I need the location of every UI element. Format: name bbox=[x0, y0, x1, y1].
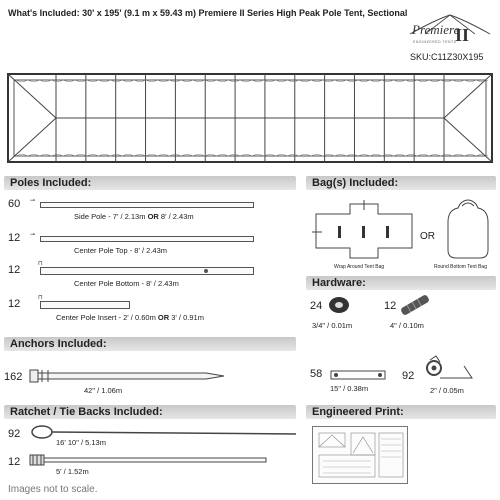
logo-wordmark: Premiere bbox=[412, 22, 460, 37]
engineered-section-header bbox=[306, 405, 496, 419]
poles-section-header bbox=[4, 176, 296, 190]
scale-disclaimer: Images not to scale. bbox=[8, 484, 98, 495]
logo-mark: II bbox=[455, 25, 470, 45]
side-pole-alt: 8' / 2.43m bbox=[160, 212, 194, 221]
center-pole-insert-label: Center Pole Insert - 2' / 0.60m bbox=[56, 313, 156, 322]
center-pole-insert-alt: 3' / 0.91m bbox=[171, 313, 204, 322]
anchors-heading: Anchors Included: bbox=[10, 338, 107, 350]
side-pole-image bbox=[40, 202, 254, 208]
poles-heading: Poles Included: bbox=[10, 177, 92, 189]
hardware-3-qty: 58 bbox=[310, 368, 323, 380]
wrap-around-bag-image bbox=[312, 200, 416, 262]
hardware-1-caption: 3/4" / 0.01m bbox=[312, 321, 353, 330]
anchor-stake-image bbox=[28, 366, 228, 386]
round-bag-caption: Round Bottom Tent Bag bbox=[434, 264, 487, 270]
ratchet-1-qty: 92 bbox=[8, 428, 21, 440]
tent-top-view bbox=[6, 72, 494, 164]
center-pole-bottom-image bbox=[40, 267, 254, 275]
hardware-4-caption: 2" / 0.05m bbox=[430, 386, 464, 395]
anchor-qty: 162 bbox=[4, 371, 23, 383]
center-pole-bottom-qty: 12 bbox=[8, 264, 21, 276]
anchor-stake-icon bbox=[28, 366, 228, 386]
center-pole-insert-or: OR bbox=[157, 313, 170, 322]
engineered-heading: Engineered Print: bbox=[312, 406, 404, 418]
bags-heading: Bag(s) Included: bbox=[312, 177, 399, 189]
hardware-1-qty: 24 bbox=[310, 300, 323, 312]
center-pole-insert-image bbox=[40, 301, 130, 309]
hardware-2-qty: 12 bbox=[384, 300, 397, 312]
logo-subtitle: ENGINEERED TENTS bbox=[413, 40, 457, 44]
blueprint-icon bbox=[313, 427, 407, 483]
hardware-section-header bbox=[306, 276, 496, 290]
bags-or: OR bbox=[420, 231, 435, 242]
side-pole-tip-icon: ⊸ bbox=[30, 198, 36, 204]
center-pole-insert-caption bbox=[56, 313, 204, 322]
center-pole-insert-tip-icon: ⊓ bbox=[38, 295, 43, 301]
center-pole-insert-qty: 12 bbox=[8, 298, 21, 310]
round-bag-icon bbox=[444, 194, 492, 260]
side-pole-or: OR bbox=[147, 212, 159, 221]
wrap-bag-icon bbox=[312, 200, 416, 262]
nut-icon bbox=[328, 296, 350, 314]
plate-icon bbox=[330, 368, 386, 380]
tent-top-view-diagram bbox=[6, 72, 494, 164]
ratchet-2-caption: 5' / 1.52m bbox=[56, 467, 89, 476]
bags-section-header bbox=[306, 176, 496, 190]
hardware-2-caption: 4" / 0.10m bbox=[390, 321, 424, 330]
round-bottom-bag-image bbox=[444, 194, 492, 260]
wrap-bag-caption: Wrap Around Tent Bag bbox=[334, 264, 385, 270]
ratchet-2-qty: 12 bbox=[8, 456, 21, 468]
hardware-3-caption: 15" / 0.38m bbox=[330, 384, 369, 393]
side-pole-label: Side Pole - 7' / 2.13m bbox=[74, 212, 146, 221]
anchors-section-header bbox=[4, 337, 296, 351]
center-pole-bottom-tip-icon: ⊓ bbox=[38, 261, 43, 267]
center-pole-top-image bbox=[40, 236, 254, 242]
clip-icon bbox=[424, 354, 474, 384]
page-title: What's Included: 30' x 195' (9.1 m x 59.43 m) Premiere II Series High Peak Pole Tent, Sectional bbox=[8, 8, 408, 18]
hardware-heading: Hardware: bbox=[312, 277, 366, 289]
center-pole-top-caption: Center Pole Top - 8' / 2.43m bbox=[74, 246, 168, 255]
sku-label: SKU:C11Z30X195 bbox=[410, 52, 484, 62]
side-pole-caption bbox=[74, 212, 194, 221]
anchor-caption: 42" / 1.06m bbox=[84, 386, 123, 395]
engineered-print-image bbox=[312, 426, 408, 484]
ratchet-2-image bbox=[28, 452, 268, 468]
center-pole-bottom-caption: Center Pole Bottom - 8' / 2.43m bbox=[74, 279, 179, 288]
ratchet-tieback-icon bbox=[28, 452, 268, 468]
center-pole-top-tip-icon: ⊸ bbox=[30, 232, 36, 238]
center-pole-top-qty: 12 bbox=[8, 232, 21, 244]
hardware-4-qty: 92 bbox=[402, 370, 415, 382]
ratchets-section-header bbox=[4, 405, 296, 419]
side-pole-qty: 60 bbox=[8, 198, 21, 210]
ratchet-1-caption: 16' 10" / 5.13m bbox=[56, 438, 106, 447]
ratchets-heading: Ratchet / Tie Backs Included: bbox=[10, 406, 163, 418]
bolt-icon bbox=[398, 295, 432, 315]
center-pole-bottom-hole-icon bbox=[204, 269, 208, 273]
